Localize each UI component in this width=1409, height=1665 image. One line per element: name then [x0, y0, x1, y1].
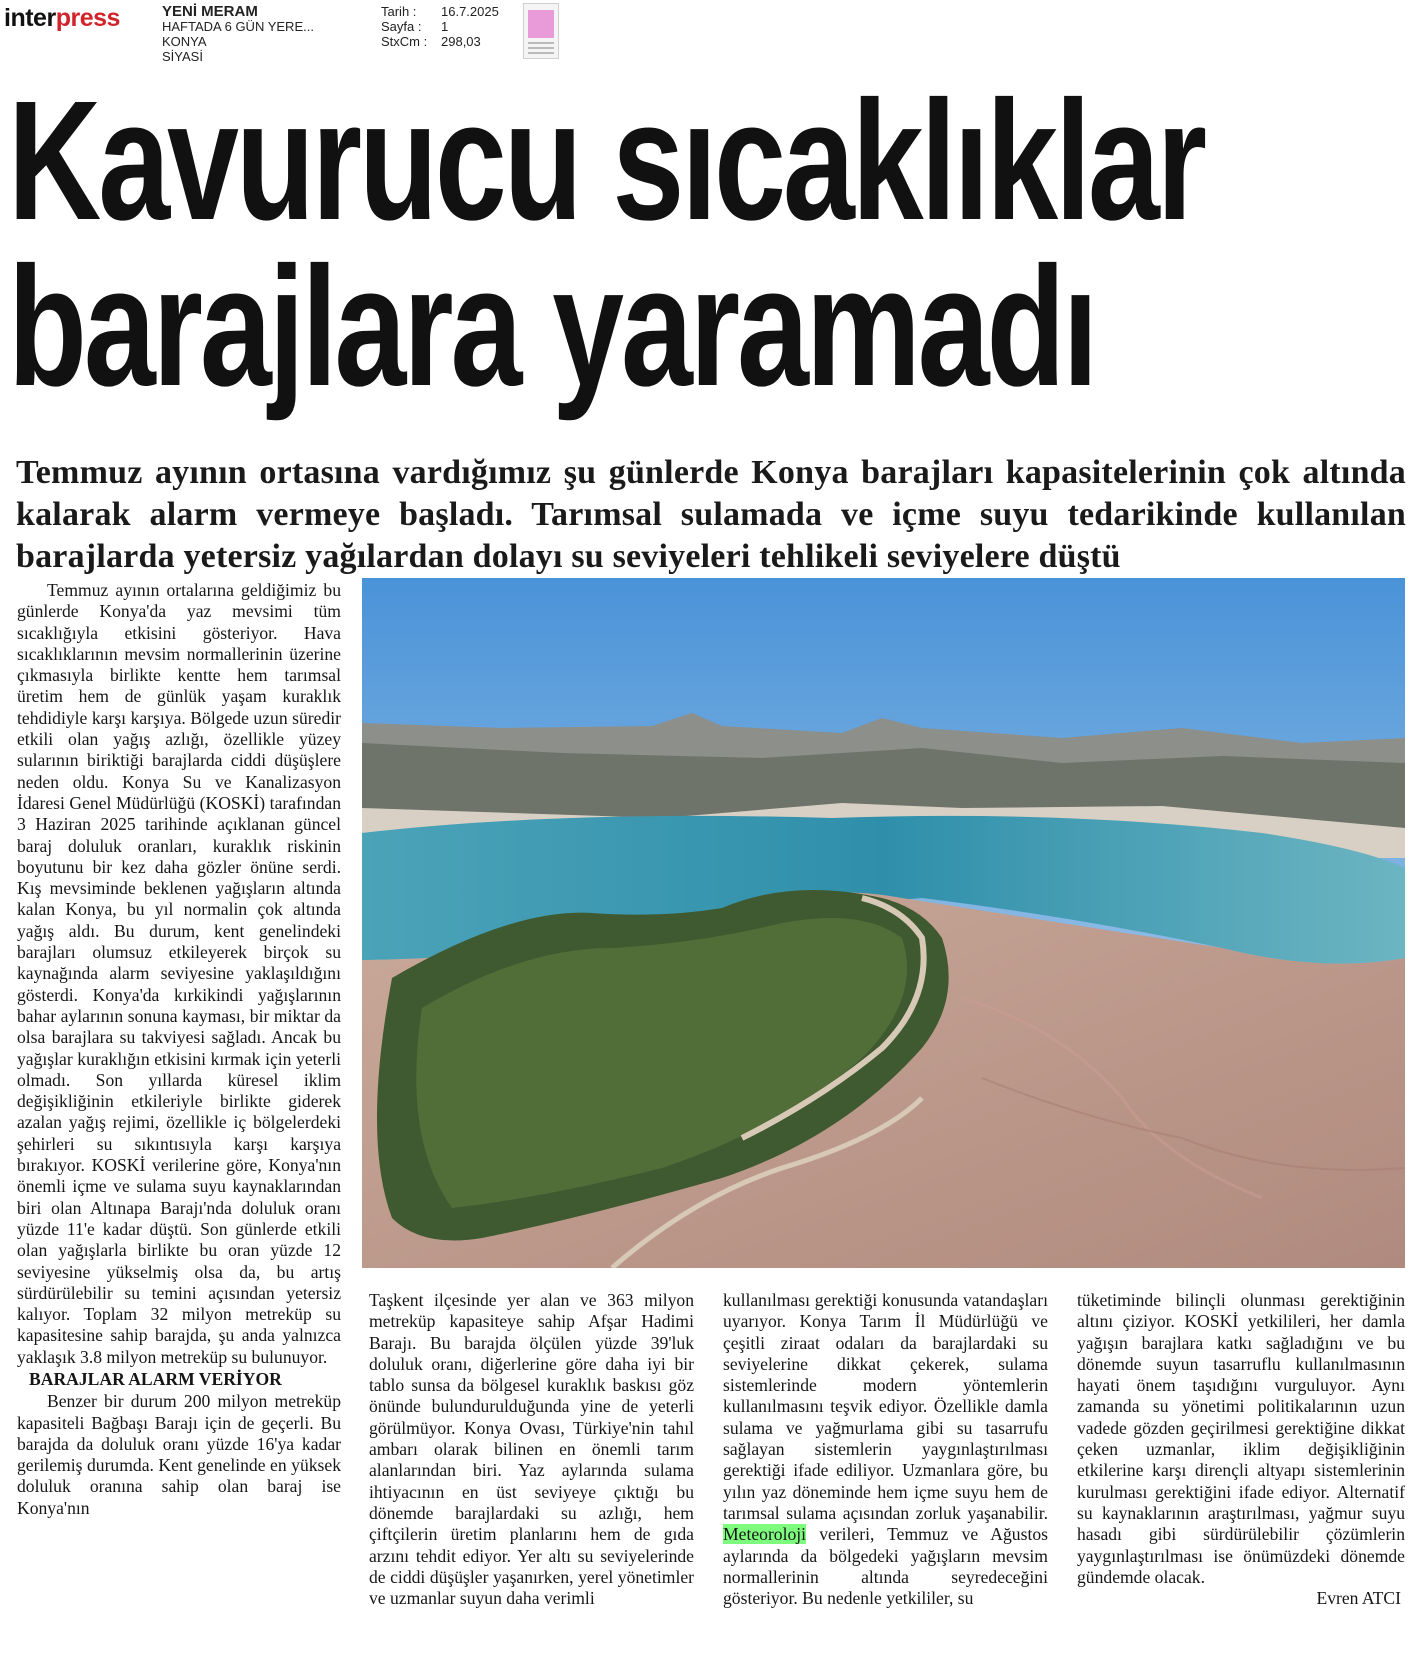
size-value: 298,03 [441, 34, 481, 49]
publication-meta [162, 4, 314, 64]
article-column-4 [1077, 1290, 1405, 1609]
article-text: kullanılması gerektiği konusunda vatandaşları uyarıyor. Konya Tarım İl Müdürlüğü ve çeşitli ziraat odaları da barajlardaki su seviyelerine dikkat çekerek, sulama sistemlerinde modern yöntemlerin kullanılmasını teşvik ediyor. Özellikle damla sulama ve yağmurlama gibi su tasarrufu sağlayan sistemlerin yaygınlaştırılması gerektiği ifade ediliyor. Uzmanlara göre, bu yılın yaz döneminde hem içme suyu hem de tarımsal sulama açısından zorluk yaşanabilir. [723, 1290, 1048, 1523]
publication-name: YENİ MERAM [162, 3, 258, 20]
highlighted-keyword: Meteoroloji [723, 1524, 807, 1545]
article-paragraph: Taşkent ilçesinde yer alan ve 363 milyon metreküp kapasiteye sahip Afşar Hadimi Barajı. Bu barajda ölçülen yüzde 39'luk doluluk oranı, diğerlerine göre daha iyi bir tablo sunsa da bölgesel kuraklık baskısı göz önünde bulundurulduğunda yine de yeterli görülmüyor. Konya Ovası, Türkiye'nin tahıl ambarı olarak bilinen en önemli tarım alanlarından biri. Yaz aylarında sulama ihtiyacının en üst seviyeye çıktığı bu dönemde barajlardaki su azlığı, hem çiftçilerin üretim planlarını hem de gıda arzını tehdit ediyor. Yer altı su seviyelerinde de ciddi düşüşler yaşanırken, yerel yönetimler ve uzmanlar suyun daha verimli [369, 1290, 694, 1609]
publication-city: KONYA [162, 34, 207, 49]
clip-header [0, 0, 1409, 66]
article-paragraph: tüketiminde bilinçli olunması gerektiğinin altını çiziyor. KOSKİ yetkilileri, her damla yağışın barajlara katkı sağladığını ve bu dönemde suyun tasarruflu kullanılmasının hayati önem taşıdığını vurguluyor. Aynı zamanda su yönetimi politikalarının uzun vadede gözden geçirilmesi gerektiğine dikkat çeken uzmanlar, iklim değişikliğinin etkilerine karşı dirençli altyapı sistemlerinin kurulması gerektiğini ifade ediyor. Alternatif su kaynaklarının araştırılması, yağmur suyu hasadı gibi sürdürülebilir çözümlerin yaygınlaştırılması ise önümüzdeki dönemde gündemde olacak. [1077, 1290, 1405, 1587]
page-label: Sayfa : [381, 19, 422, 34]
page-value: 1 [441, 19, 449, 34]
deck-summary: Temmuz ayının ortasına vardığımız şu günlerde Konya barajları kapasitelerinin çok altında kalarak alarm vermeye başladı. Tarımsal sulamada ve içme suyu tedarikinde kullanılan barajlarda yetersiz yağılardan dolayı su seviyeleri tehlikeli seviyelere düştü [16, 454, 1406, 575]
byline: Evren ATCI [1316, 1588, 1401, 1609]
article-column-2 [369, 1290, 694, 1609]
interpress-logo: interpress [4, 4, 120, 32]
article-paragraph [723, 1290, 1048, 1609]
article-column-3 [723, 1290, 1048, 1609]
dam-aerial-photo [362, 578, 1405, 1268]
publication-frequency: HAFTADA 6 GÜN YERE... [162, 19, 314, 34]
date-value: 16.7.2025 [441, 4, 499, 19]
publication-category: SİYASİ [162, 49, 203, 64]
size-label: StxCm : [381, 34, 428, 49]
article-paragraph: Benzer bir durum 200 milyon metreküp kapasiteli Bağbaşı Barajı için de geçerli. Bu barajda da doluluk oranı yüzde 16'ya kadar gerilemiş durumda. Kent genelinde en yüksek doluluk oranına sahip olan baraj ise Konya'nın [17, 1391, 341, 1518]
headline-line-2: barajlara yaramadı [8, 232, 1096, 422]
headline [8, 66, 1205, 422]
page-thumbnail[interactable] [523, 3, 559, 59]
article-column-1 [17, 580, 341, 1519]
headline-line-1: Kavurucu sıcaklıklar [8, 66, 1205, 256]
article-paragraph: Temmuz ayının ortalarına geldiğimiz bu günlerde Konya'da yaz mevsimi tüm sıcaklığıyla etkisini gösteriyor. Hava sıcaklıklarının mevsim normallerinin üzerine çıkmasıyla birlikte kentte hem tarımsal üretim hem de günlük yaşam kuraklık tehdidiyle karşı karşıya. Bölgede uzun süredir etkili olan yağış azlığı, özellikle yüzey sularının biriktiği barajlarda ciddi düşüşlere neden oldu. Konya Su ve Kanalizasyon İdaresi Genel Müdürlüğü (KOSKİ) tarafından 3 Haziran 2025 tarihinde açıklanan güncel baraj doluluk oranları, kuraklık riskinin boyutunu bir kez daha gözler önüne serdi. Kış mevsiminde beklenen yağışların altında kalan Konya, bu yıl normalin çok altında yağış aldı. Bu durum, kent genelindeki barajları olumsuz etkileyerek birçok su kaynağında alarm seviyesine yaklaşıldığını gösterdi. Konya'da kırkikindi yağışlarının bahar aylarının sonuna kayması, bir miktar da olsa barajlara su takviyesi sağladı. Ancak bu yağışlar kuraklığın etkisini kırmak için yeterli olmadı. Son yıllarda küresel iklim değişikliğinin etkileriyle birlikte giderek azalan yağış rejimi, özellikle iç bölgelerdeki şehirleri su sıkıntısıyla karşı karşıya bırakıyor. KOSKİ verilerine göre, Konya'nın önemli içme ve sulama suyu kaynaklarından biri olan Altınapa Barajı'nda doluluk oranı yüzde 11'e kadar düştü. Son günlerde etkili olan yağışlarla birlikte bu oran yüzde 12 seviyesine yükselmiş olsa da, bu artış sürdürülebilir su temini açısından yetersiz kalıyor. Toplam 32 milyon metreküp su kapasitesine sahip barajda, şu anda yalnızca yaklaşık 3.8 milyon metreküp su bulunuyor. [17, 580, 341, 1367]
article-text: verileri, Temmuz ve Ağustos aylarında da bölgedeki yağışların mevsim normallerinin altında seyredeceğini gösteriyor. Bu nedenle yetkililer, su [723, 1524, 1048, 1609]
date-label: Tarih : [381, 4, 417, 19]
clip-info [381, 4, 499, 49]
article-subhead: BARAJLAR ALARM VERİYOR [29, 1368, 282, 1389]
